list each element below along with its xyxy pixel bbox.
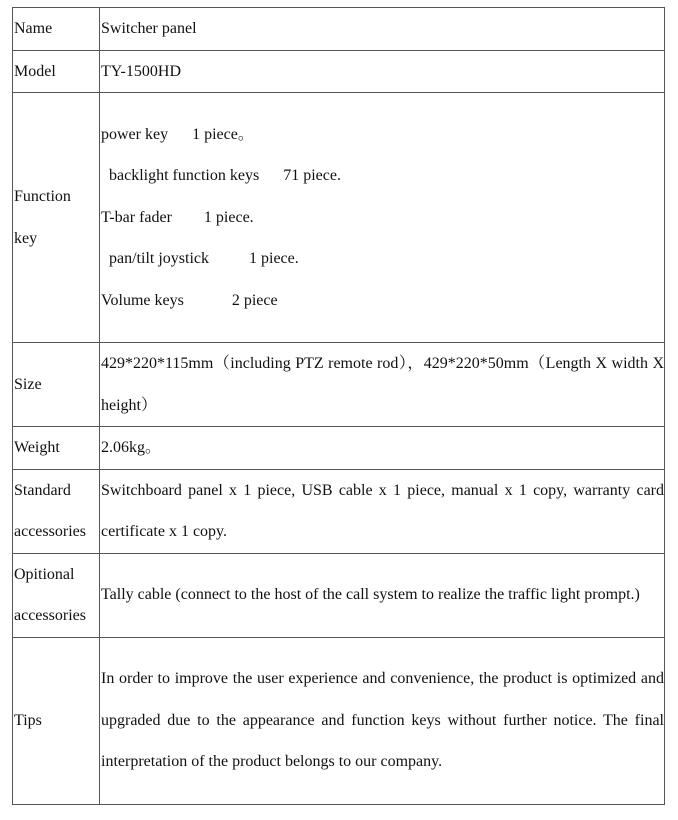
label-model: Model — [13, 50, 100, 93]
label-optional-line-1: Opitional — [14, 565, 75, 583]
label-size: Size — [13, 343, 100, 427]
label-standard-line-1: Standard — [14, 481, 71, 499]
label-optional-line-2: accessories — [14, 607, 86, 624]
value-standard-accessories: Switchboard panel x 1 piece, USB cable x 1 piece, manual x 1 copy, warranty card certificate x 1 copy. — [100, 469, 665, 553]
label-name: Name — [13, 8, 100, 51]
value-function-key — [100, 93, 665, 343]
value-model: TY-1500HD — [100, 50, 665, 93]
row-standard-accessories — [13, 469, 665, 553]
value-optional-accessories: Tally cable (connect to the host of the call system to realize the traffic light prompt.) — [100, 553, 665, 637]
spec-table — [12, 7, 665, 805]
row-optional-accessories — [13, 553, 665, 637]
label-tips: Tips — [13, 637, 100, 804]
label-function-key-line-1: Function — [14, 188, 71, 205]
label-function-key — [13, 93, 100, 343]
row-tips — [13, 637, 665, 804]
function-key-item-power: power key 1 piece。 — [101, 125, 254, 143]
value-tips: In order to improve the user experience and convenience, the product is optimized and upgraded due to the appearance and function keys without further notice. The final interpretation of the product belongs to our company. — [100, 637, 665, 804]
label-function-key-line-2: key — [14, 229, 38, 247]
row-function-key — [13, 93, 665, 343]
row-size — [13, 343, 665, 427]
value-name: Switcher panel — [100, 8, 665, 51]
value-weight: 2.06kg。 — [100, 427, 665, 470]
label-standard-line-2: accessories — [14, 523, 86, 540]
row-model — [13, 50, 665, 93]
function-key-item-backlight: backlight function keys 71 piece. — [101, 167, 341, 185]
label-optional-accessories — [13, 553, 100, 637]
function-key-item-volume: Volume keys 2 piece — [101, 291, 278, 309]
label-weight: Weight — [13, 427, 100, 470]
value-size: 429*220*115mm（including PTZ remote rod），429*220*50mm（Length X width X height） — [100, 343, 665, 427]
function-key-item-joystick: pan/tilt joystick 1 piece. — [101, 250, 299, 268]
function-key-item-tbar: T-bar fader 1 piece. — [101, 208, 254, 226]
row-name — [13, 8, 665, 51]
row-weight — [13, 427, 665, 470]
label-standard-accessories — [13, 469, 100, 553]
